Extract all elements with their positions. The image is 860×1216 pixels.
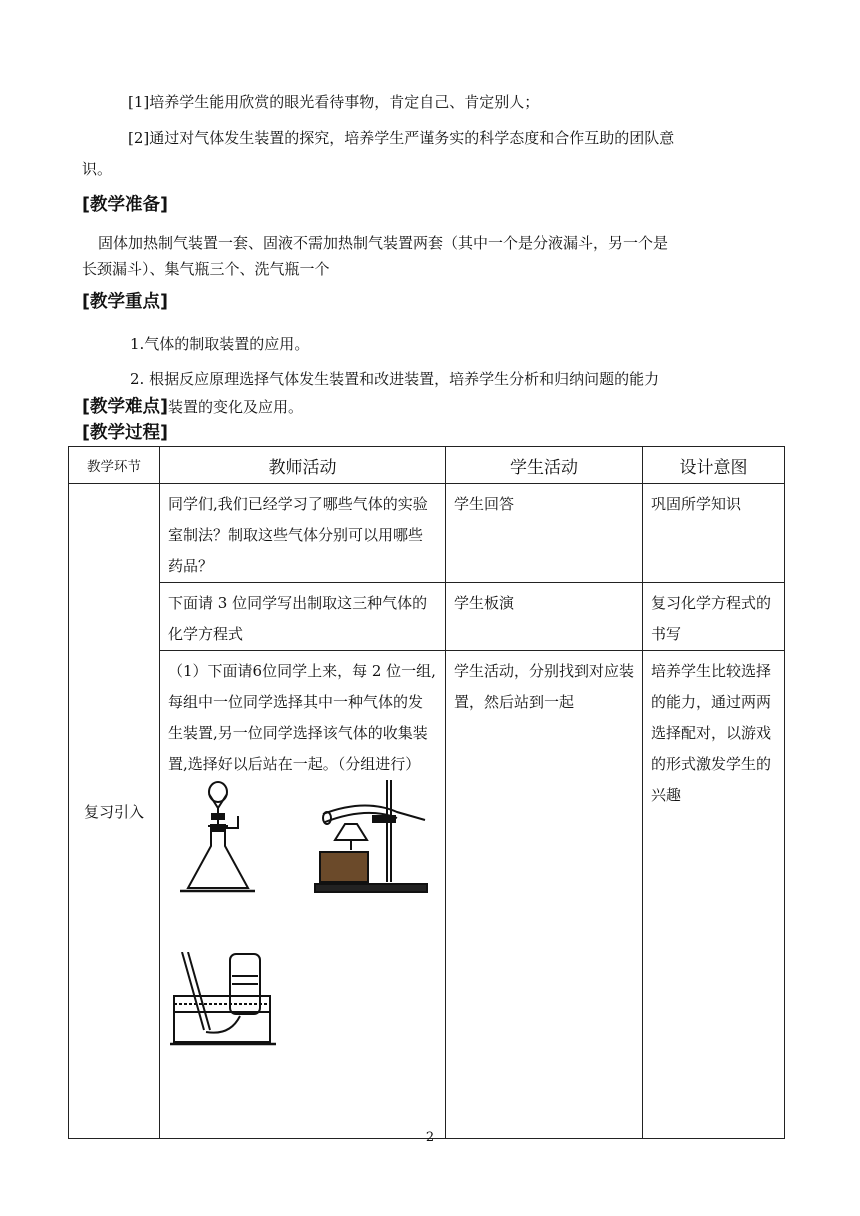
header-student-activity: 学生活动 [446,447,643,484]
teacher-cell [160,651,446,1139]
preparation-line-2: 长颈漏斗）、集气瓶三个、洗气瓶一个 [82,260,330,278]
objective-item-1: [1]培养学生能用欣赏的眼光看待事物，肯定自己、肯定别人； [128,93,540,111]
intent-text: 培养学生比较选择的能力，通过两两选择配对，以游戏的形式激发学生的兴趣 [651,662,772,804]
conical-flask-apparatus-image [180,780,255,898]
intent-text: 巩固所学知识 [651,495,742,513]
table-row [69,484,785,583]
teacher-text: 同学们,我们已经学习了哪些气体的实验室制法？制取这些气体分别可以用哪些药品？ [168,495,428,575]
teacher-cell [160,484,446,583]
intent-cell [643,651,785,1139]
process-heading: [教学过程] [82,423,168,443]
teacher-text: 下面请 3 位同学写出制取这三种气体的化学方程式 [168,594,428,643]
student-cell [446,583,643,651]
table-header-row [69,447,785,484]
stage-cell: 复习引入 [69,484,160,1139]
table-row [69,651,785,1139]
difficulties-text: 装置的变化及应用。 [168,398,304,416]
header-design-intent: 设计意图 [643,447,785,484]
key-point-2: 2. 根据反应原理选择气体发生装置和改进装置，培养学生分析和归纳问题的能力 [130,370,660,388]
teacher-text: （1）下面请6位同学上来，每 2 位一组,每组中一位同学选择其中一种气体的发生装置,另一位同学选择该气体的收集装置,选择好以后站在一起。（分组进行） [168,662,436,773]
student-text: 学生活动，分别找到对应装置，然后站到一起 [454,662,635,711]
key-point-1: 1.气体的制取装置的应用。 [130,335,310,353]
header-teacher-activity: 教师活动 [160,447,446,484]
student-text: 学生回答 [454,495,515,513]
teacher-cell [160,583,446,651]
apparatus-figures [160,780,445,1085]
intent-cell [643,583,785,651]
teaching-process-table [68,446,785,1139]
intent-cell [643,484,785,583]
preparation-line-1: 固体加热制气装置一套、固液不需加热制气装置两套（其中一个是分液漏斗，另一个是 [98,234,669,252]
objective-item-2: [2]通过对气体发生装置的探究，培养学生严谨务实的科学态度和合作互助的团队意 [128,129,675,147]
header-stage: 教学环节 [69,447,160,484]
key-points-heading: [教学重点] [82,292,168,312]
water-trough-apparatus-image [170,952,280,1047]
objective-item-2-cont: 识。 [82,160,113,178]
difficulties-heading: [教学难点] [82,397,168,417]
page-number: 2 [425,1130,435,1145]
student-cell [446,484,643,583]
difficulties-line [82,394,303,420]
student-cell [446,651,643,1139]
table-row [69,583,785,651]
intent-text: 复习化学方程式的书写 [651,594,772,643]
preparation-heading: [教学准备] [82,195,168,215]
student-text: 学生板演 [454,594,515,612]
heating-apparatus-image [305,774,455,899]
